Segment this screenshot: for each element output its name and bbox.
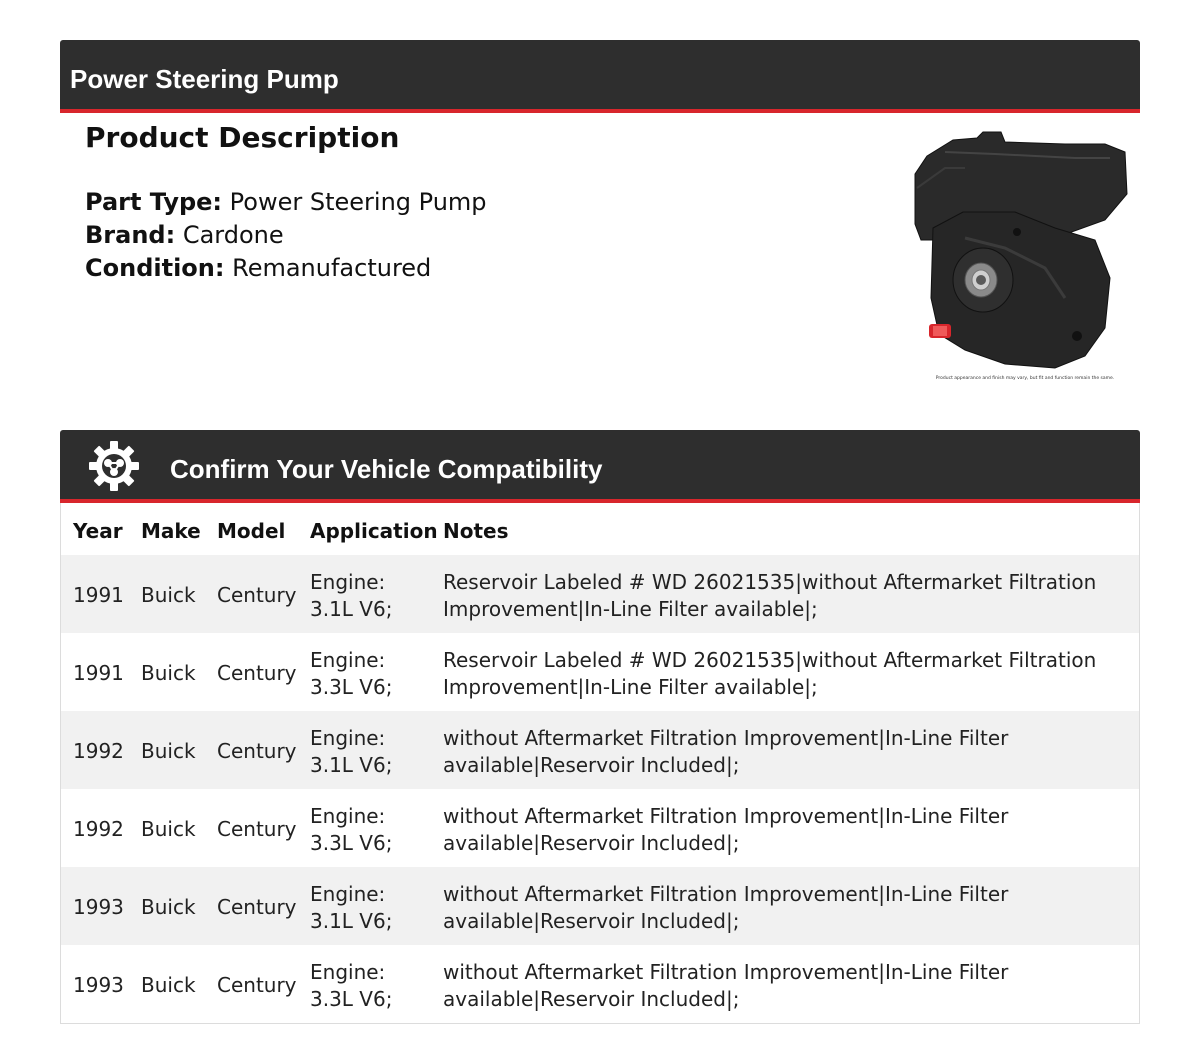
- cell-make: Buick: [141, 739, 196, 763]
- cell-notes: without Aftermarket Filtration Improvement|In-Line Filter available|Reservoir Included|;: [443, 804, 1009, 855]
- cell-application: Engine: 3.1L V6;: [310, 570, 393, 621]
- cell-application: Engine: 3.3L V6;: [310, 804, 393, 855]
- spec-label: Part Type:: [85, 188, 223, 216]
- cell-application: Engine: 3.1L V6;: [310, 882, 393, 933]
- table-row: [61, 711, 1139, 789]
- cell-model: Century: [217, 661, 297, 685]
- cell-application: Engine: 3.3L V6;: [310, 960, 393, 1011]
- cell-make: Buick: [141, 661, 196, 685]
- cell-make: Buick: [141, 973, 196, 997]
- cell-year: 1991: [73, 661, 124, 685]
- cell-model: Century: [217, 817, 297, 841]
- product-header: [60, 40, 1140, 113]
- table-row: [61, 633, 1139, 711]
- table-row: [61, 789, 1139, 867]
- spec-condition: [85, 254, 431, 282]
- cell-make: Buick: [141, 817, 196, 841]
- cell-year: 1992: [73, 817, 124, 841]
- cell-year: 1993: [73, 895, 124, 919]
- column-header-make: Make: [141, 519, 201, 543]
- cell-make: Buick: [141, 583, 196, 607]
- column-header-notes: Notes: [443, 519, 509, 543]
- description-title: Product Description: [85, 121, 400, 154]
- table-row: [61, 945, 1139, 1023]
- table-row: [61, 555, 1139, 633]
- cell-model: Century: [217, 583, 297, 607]
- gear-icon: [88, 440, 140, 492]
- compatibility-header: [60, 430, 1140, 503]
- cell-model: Century: [217, 973, 297, 997]
- cell-notes: without Aftermarket Filtration Improvement|In-Line Filter available|Reservoir Included|;: [443, 960, 1009, 1011]
- cell-year: 1992: [73, 739, 124, 763]
- cell-application: Engine: 3.1L V6;: [310, 726, 393, 777]
- spec-label: Condition:: [85, 254, 225, 282]
- cell-make: Buick: [141, 895, 196, 919]
- table-row: [61, 867, 1139, 945]
- cell-application: Engine: 3.3L V6;: [310, 648, 393, 699]
- column-header-model: Model: [217, 519, 286, 543]
- spec-part-type: [85, 188, 487, 216]
- cell-model: Century: [217, 895, 297, 919]
- cell-notes: Reservoir Labeled # WD 26021535|without Aftermarket Filtration Improvement|In-Line Filter available|;: [443, 570, 1097, 621]
- column-header-year: Year: [73, 519, 123, 543]
- column-header-application: Application: [310, 519, 438, 543]
- compatibility-table: [60, 503, 1140, 1024]
- cell-notes: without Aftermarket Filtration Improvement|In-Line Filter available|Reservoir Included|;: [443, 726, 1009, 777]
- product-title: Power Steering Pump: [70, 64, 339, 94]
- spec-label: Brand:: [85, 221, 176, 249]
- cell-notes: without Aftermarket Filtration Improvement|In-Line Filter available|Reservoir Included|;: [443, 882, 1009, 933]
- spec-brand: [85, 221, 284, 249]
- cell-year: 1991: [73, 583, 124, 607]
- product-image: [905, 128, 1140, 388]
- compatibility-title: Confirm Your Vehicle Compatibility: [170, 454, 603, 484]
- spec-value: Cardone: [182, 221, 284, 249]
- spec-value: Remanufactured: [232, 254, 432, 282]
- image-caption: Product appearance and finish may vary, but fit and function remain the same.: [935, 376, 1115, 381]
- cell-model: Century: [217, 739, 297, 763]
- cell-notes: Reservoir Labeled # WD 26021535|without Aftermarket Filtration Improvement|In-Line Filter available|;: [443, 648, 1097, 699]
- table-header-row: [61, 503, 1139, 555]
- cell-year: 1993: [73, 973, 124, 997]
- spec-value: Power Steering Pump: [229, 188, 487, 216]
